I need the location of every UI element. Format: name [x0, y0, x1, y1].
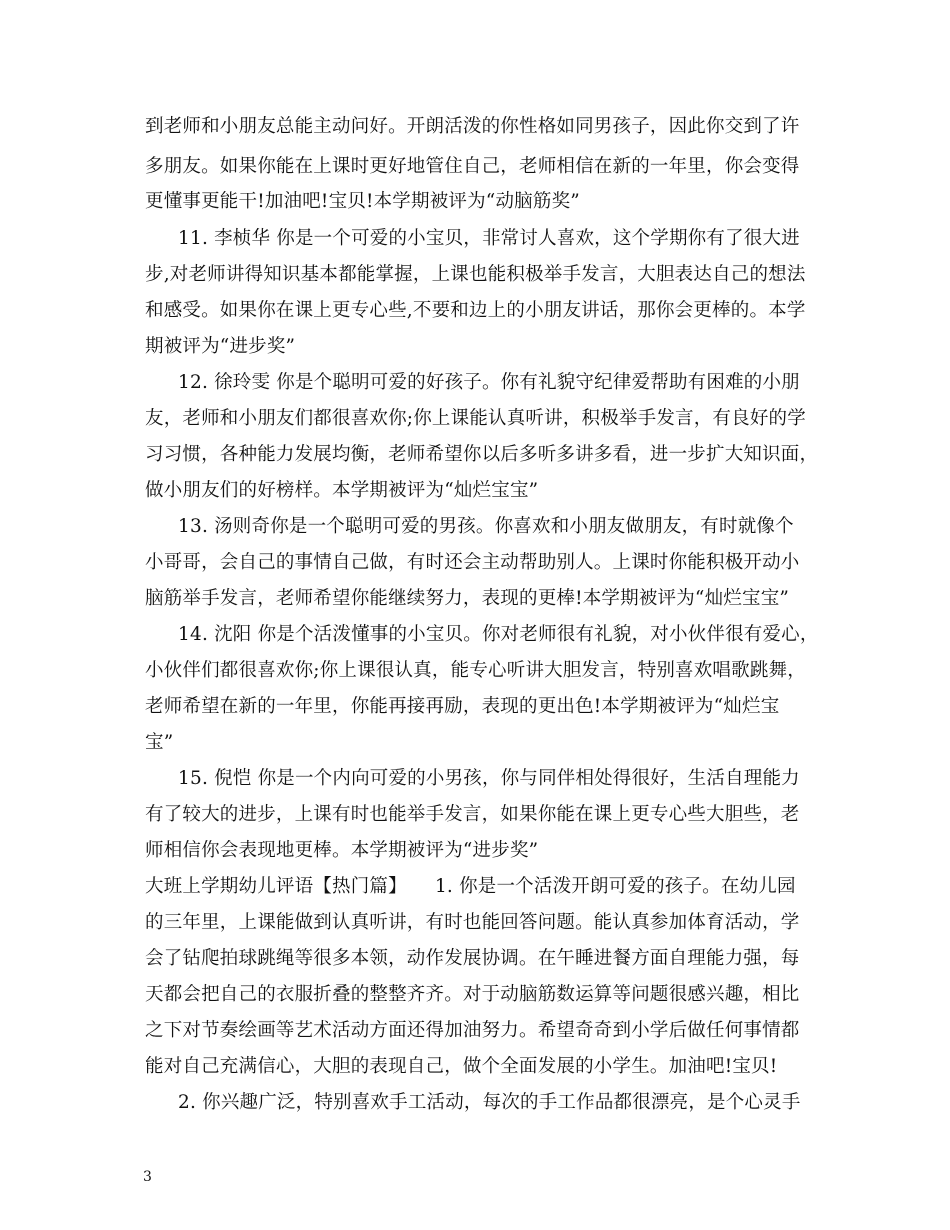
- text-line: 和感受。如果你在课上更专心些,不要和边上的小朋友讲话，那你会更棒的。本学: [145, 300, 806, 321]
- text-line: 15. 倪恺 你是一个内向可爱的小男孩，你与同伴相处得很好，生活自理能力: [178, 768, 800, 789]
- text-line: 小伙伴们都很喜欢你;你上课很认真，能专心听讲大胆发言，特别喜欢唱歌跳舞，: [145, 660, 806, 681]
- text-line: 13. 汤则奇你是一个聪明可爱的男孩。你喜欢和小朋友做朋友，有时就像个: [178, 516, 794, 537]
- text-line: 期被评为“进步奖”: [145, 336, 296, 357]
- section-heading-line: 大班上学期幼儿评语【热门篇】 1. 你是一个活泼开朗可爱的孩子。在幼儿园: [145, 876, 796, 897]
- text-line: 习习惯，各种能力发展均衡，老师希望你以后多听多讲多看，进一步扩大知识面，: [145, 444, 819, 465]
- text-line: 12. 徐玲雯 你是个聪明可爱的好孩子。你有礼貌守纪律爱帮助有困难的小朋: [178, 372, 800, 393]
- text-line: 更懂事更能干!加油吧!宝贝!本学期被评为“动脑筋奖”: [145, 191, 580, 212]
- text-line: 步,对老师讲得知识基本都能掌握，上课也能积极举手发言，大胆表达自己的想法: [145, 264, 806, 285]
- text-line: 做小朋友们的好榜样。本学期被评为“灿烂宝宝”: [145, 480, 539, 501]
- text-line: 宝”: [145, 732, 174, 753]
- text-line: 会了钻爬拍球跳绳等很多本领，动作发展协调。在午睡进餐方面自理能力强，每: [145, 948, 800, 969]
- text-line: 多朋友。如果你能在上课时更好地管住自己，老师相信在新的一年里，你会变得: [145, 156, 800, 177]
- text-line: 小哥哥，会自己的事情自己做，有时还会主动帮助别人。上课时你能积极开动小: [145, 552, 800, 573]
- text-line: 11. 李桢华 你是一个可爱的小宝贝，非常讨人喜欢，这个学期你有了很大进: [178, 228, 800, 249]
- text-line: 14. 沈阳 你是个活泼懂事的小宝贝。你对老师很有礼貌，对小伙伴很有爱心，: [178, 624, 819, 645]
- page-number: 3: [143, 1169, 152, 1185]
- text-line: 师相信你会表现地更棒。本学期被评为“进步奖”: [145, 840, 539, 861]
- text-line: 到老师和小朋友总能主动问好。开朗活泼的你性格如同男孩子，因此你交到了许: [145, 116, 800, 137]
- text-line: 之下对节奏绘画等艺术活动方面还得加油努力。希望奇奇到小学后做任何事情都: [145, 1020, 800, 1041]
- text-line: 有了较大的进步，上课有时也能举手发言，如果你能在课上更专心些大胆些，老: [145, 804, 800, 825]
- text-line: 的三年里，上课能做到认真听讲，有时也能回答问题。能认真参加体育活动，学: [145, 912, 800, 933]
- text-line: 友，老师和小朋友们都很喜欢你;你上课能认真听讲，积极举手发言，有良好的学: [145, 408, 806, 429]
- text-line: 能对自己充满信心，大胆的表现自己，做个全面发展的小学生。加油吧!宝贝!: [145, 1056, 778, 1077]
- text-line: 天都会把自己的衣服折叠的整整齐齐。对于动脑筋数运算等问题很感兴趣，相比: [145, 984, 800, 1005]
- text-line: 老师希望在新的一年里，你能再接再励，表现的更出色!本学期被评为“灿烂宝: [145, 696, 780, 717]
- text-line: 2. 你兴趣广泛，特别喜欢手工活动，每次的手工作品都很漂亮，是个心灵手: [178, 1092, 801, 1113]
- text-line: 脑筋举手发言，老师希望你能继续努力，表现的更棒!本学期被评为“灿烂宝宝”: [145, 588, 790, 609]
